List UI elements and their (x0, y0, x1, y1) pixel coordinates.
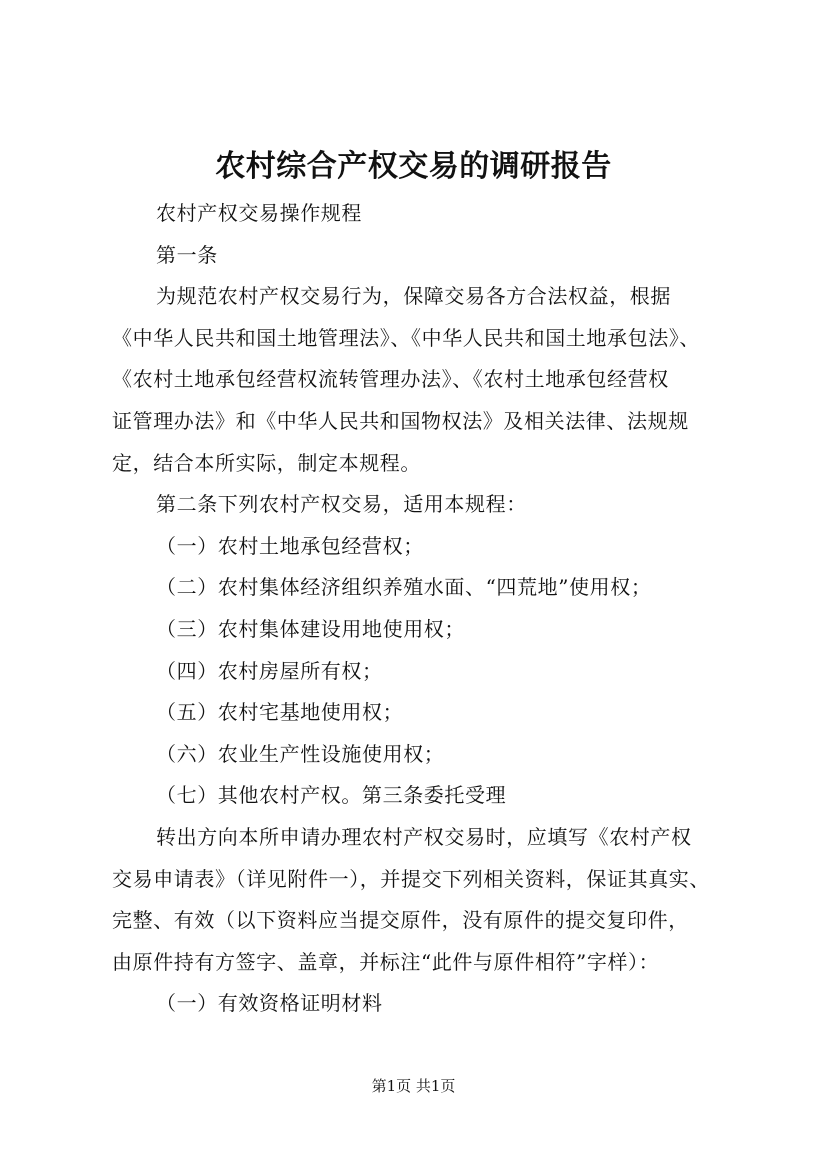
paragraph-line: （一）农村土地承包经营权； (156, 533, 424, 558)
paragraph-line: 为规范农村产权交易行为，保障交易各方合法权益，根据 (156, 284, 671, 309)
paragraph-line: 由原件持有方签字、盖章，并标注“此件与原件相符”字样）： (112, 949, 660, 974)
paragraph-line: 农村产权交易操作规程 (156, 201, 362, 225)
paragraph-line: 完整、有效（以下资料应当提交原件，没有原件的提交复印件， (112, 908, 689, 933)
document-body (112, 193, 752, 1025)
paragraph-line: 交易申请表》（详见附件一），并提交下列相关资料，保证其真实、 (112, 866, 710, 891)
document-title: 农村综合产权交易的调研报告 (215, 149, 612, 184)
page-footer (0, 1075, 827, 1097)
paragraph-line: 第二条下列农村产权交易，适用本规程： (156, 492, 527, 517)
paragraph-line: 定，结合本所实际，制定本规程。 (112, 450, 421, 475)
paragraph-line: （五）农村宅基地使用权； (156, 700, 404, 725)
paragraph-line: 《农村土地承包经营权流转管理办法》、《农村土地承包经营权 (112, 367, 669, 392)
paragraph-line: （六）农业生产性设施使用权； (156, 741, 445, 766)
paragraph-line: 转出方向本所申请办理农村产权交易时，应填写《农村产权 (156, 824, 692, 849)
paragraph-line: （四）农村房屋所有权； (156, 658, 383, 683)
paragraph-line: 第一条 (156, 242, 218, 267)
paragraph-line: （三）农村集体建设用地使用权； (156, 616, 465, 641)
paragraph-line: （二）农村集体经济组织养殖水面、“四荒地”使用权； (156, 575, 652, 600)
paragraph-line: 证管理办法》和《中华人民共和国物权法》及相关法律、法规规 (112, 408, 689, 433)
paragraph-line: 《中华人民共和国土地管理法》、《中华人民共和国土地承包法》、 (112, 325, 700, 350)
paragraph-line: （一）有效资格证明材料 (156, 991, 383, 1016)
page-number-label: 第1页 共1页 (371, 1077, 456, 1095)
paragraph-line: （七）其他农村产权。第三条委托受理 (156, 783, 507, 808)
